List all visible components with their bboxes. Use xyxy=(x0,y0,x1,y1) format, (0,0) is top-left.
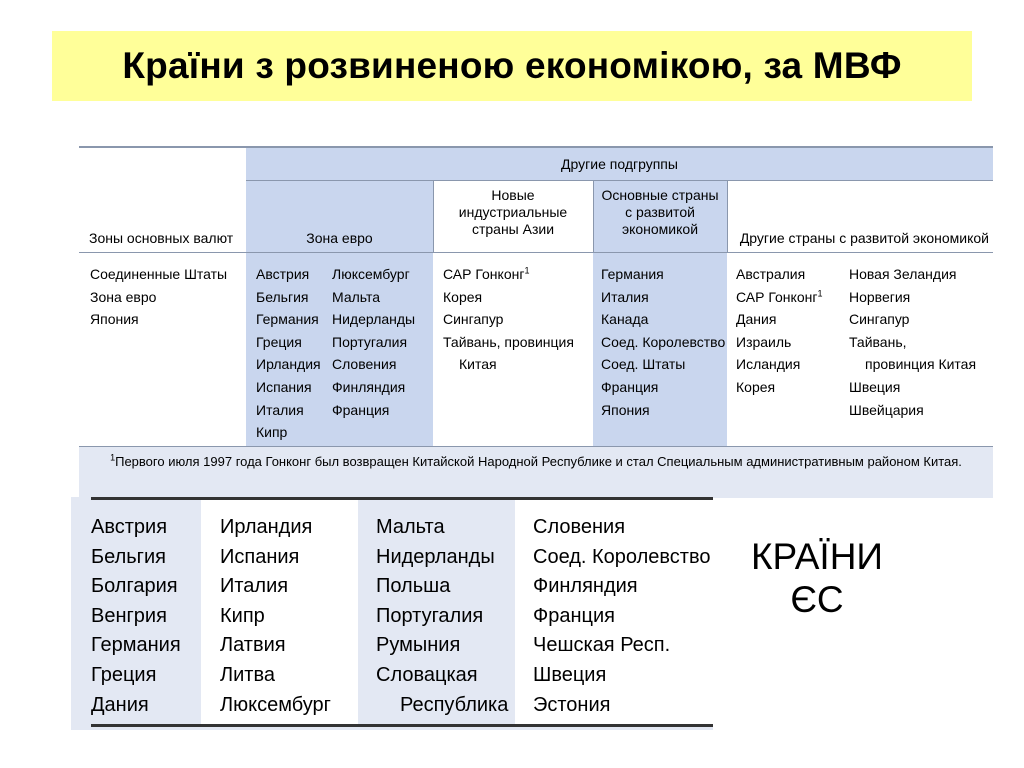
imf-table xyxy=(79,146,993,498)
title-banner xyxy=(52,31,972,101)
header-euro-zone: Зона евро xyxy=(306,230,373,246)
currency-zones-list: Соединенные Штаты Зона евро Япония xyxy=(90,266,228,328)
header-other-advanced: Другие страны с развитой экономикой xyxy=(739,230,989,246)
other-advanced-list-1: Австралия САР Гонконг$^1$ Дания Израиль Исландия Корея xyxy=(736,266,823,395)
table-footnote: $^1$Первого июля 1997 года Гонконг был возвращен Китайской Народной Республике и стал Специальным административным районом Китая. xyxy=(110,452,962,469)
euro-zone-list-2: Люксембург Мальта Нидерланды Португалия Словения Финляндия Франция xyxy=(332,266,416,418)
header-major-advanced: Основные страны с развитой экономикой xyxy=(601,187,719,237)
header-other-subgroups: Другие подгруппы xyxy=(561,156,678,172)
eu-countries-label: КРАЇНИ ЄС xyxy=(750,536,884,620)
eu-countries-table xyxy=(71,497,713,730)
other-advanced-list-2: Новая Зеландия Норвегия Сингапур Тайвань, провинция Китая Швеция Швейцария xyxy=(849,266,977,418)
eu-list-3: Мальта Нидерланды Польша Португалия Румыния Словацкая Республика xyxy=(376,516,509,716)
header-nie-asia: Новые индустриальные страны Азии xyxy=(458,187,568,237)
eu-list-2: Ирландия Испания Италия Кипр Латвия Литва Люксембург xyxy=(220,516,331,716)
euro-zone-list-1: Австрия Бельгия Германия Греция Ирландия Испания Италия Кипр xyxy=(256,266,321,441)
major-advanced-list: Германия Италия Канада Соед. Королевство Соед. Штаты Франция Япония xyxy=(601,266,726,418)
eu-list-1: Австрия Бельгия Болгария Венгрия Германия Греция Дания xyxy=(91,516,181,716)
slide-title: Країни з розвиненою економікою, за МВФ xyxy=(122,45,902,86)
nie-asia-list: САР Гонконг$^1$ Корея Сингапур Тайвань, провинция Китая xyxy=(443,265,574,373)
eu-list-4: Словения Соед. Королевство Финляндия Франция Чешская Респ. Швеция Эстония xyxy=(533,516,711,716)
header-currency-zones: Зоны основных валют xyxy=(89,230,234,246)
